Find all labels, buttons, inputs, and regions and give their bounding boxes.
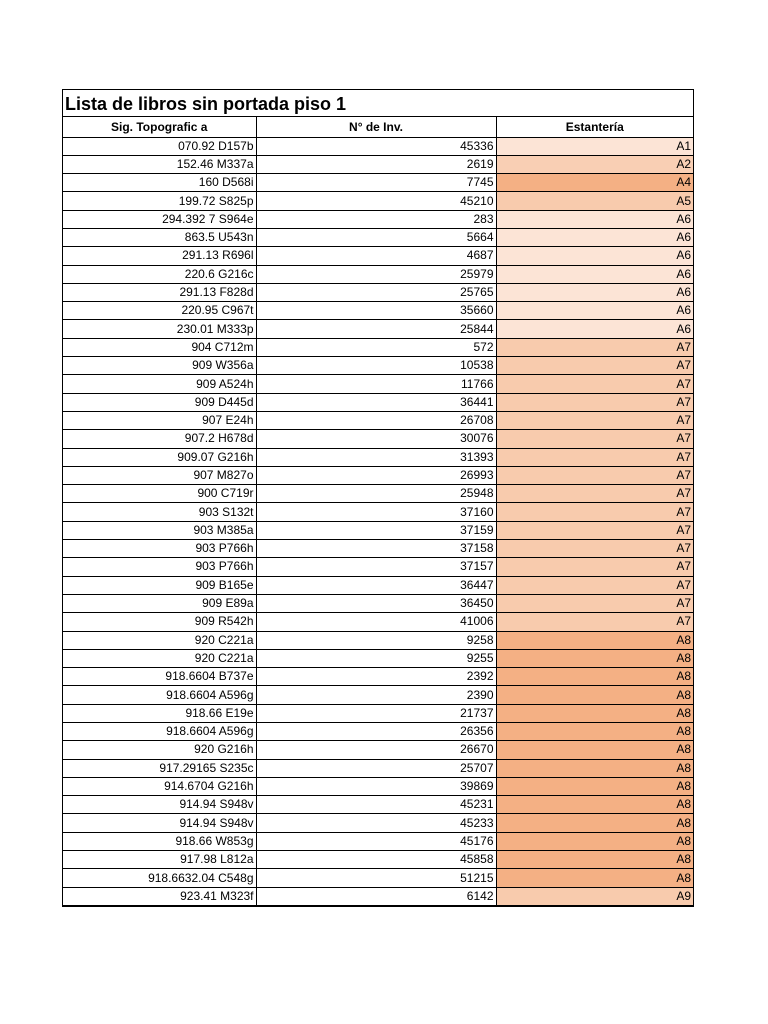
cell-sig-topografica[interactable]: 920 C221a <box>63 631 256 649</box>
cell-estanteria[interactable]: A7 <box>496 558 693 576</box>
cell-sig-topografica[interactable]: 070.92 D157b <box>63 137 256 155</box>
cell-estanteria[interactable]: A8 <box>496 668 693 686</box>
cell-num-inventario[interactable]: 7745 <box>256 174 496 192</box>
cell-num-inventario[interactable]: 36441 <box>256 393 496 411</box>
cell-estanteria[interactable]: A6 <box>496 302 693 320</box>
table-row <box>63 521 693 539</box>
cell-estanteria[interactable]: A6 <box>496 228 693 246</box>
cell-num-inventario[interactable]: 9255 <box>256 649 496 667</box>
cell-estanteria[interactable]: A6 <box>496 320 693 338</box>
cell-sig-topografica[interactable]: 294.392 7 S964e <box>63 210 256 228</box>
cell-sig-topografica[interactable]: 903 M385a <box>63 521 256 539</box>
table-row <box>63 320 693 338</box>
cell-sig-topografica[interactable]: 907 E24h <box>63 411 256 429</box>
cell-estanteria[interactable]: A6 <box>496 265 693 283</box>
cell-sig-topografica[interactable]: 918.66 E19e <box>63 704 256 722</box>
cell-estanteria[interactable]: A8 <box>496 777 693 795</box>
table-row <box>63 649 693 667</box>
table-row <box>63 851 693 869</box>
header-sig-topografica[interactable]: Sig. Topografic a <box>63 117 256 137</box>
cell-num-inventario[interactable]: 25765 <box>256 283 496 301</box>
cell-sig-topografica[interactable]: 909 B165e <box>63 576 256 594</box>
table-row <box>63 576 693 594</box>
table-row <box>63 777 693 795</box>
cell-estanteria[interactable]: A7 <box>496 466 693 484</box>
cell-num-inventario[interactable]: 37159 <box>256 521 496 539</box>
spreadsheet-table <box>62 89 694 907</box>
cell-estanteria[interactable]: A8 <box>496 649 693 667</box>
cell-estanteria[interactable]: A7 <box>496 485 693 503</box>
cell-num-inventario[interactable]: 25844 <box>256 320 496 338</box>
cell-sig-topografica[interactable]: 914.94 S948v <box>63 796 256 814</box>
table-row <box>63 210 693 228</box>
cell-estanteria[interactable]: A5 <box>496 192 693 210</box>
cell-estanteria[interactable]: A7 <box>496 613 693 631</box>
cell-num-inventario[interactable]: 45176 <box>256 832 496 850</box>
cell-num-inventario[interactable]: 37160 <box>256 503 496 521</box>
cell-num-inventario[interactable]: 2390 <box>256 686 496 704</box>
cell-num-inventario[interactable]: 36447 <box>256 576 496 594</box>
cell-num-inventario[interactable]: 37157 <box>256 558 496 576</box>
cell-sig-topografica[interactable]: 918.6604 A596g <box>63 686 256 704</box>
cell-sig-topografica[interactable]: 918.6604 A596g <box>63 723 256 741</box>
cell-num-inventario[interactable]: 45858 <box>256 851 496 869</box>
cell-num-inventario[interactable]: 26708 <box>256 411 496 429</box>
cell-num-inventario[interactable]: 25707 <box>256 759 496 777</box>
table-row <box>63 466 693 484</box>
table-row <box>63 832 693 850</box>
cell-sig-topografica[interactable]: 909 E89a <box>63 594 256 612</box>
cell-sig-topografica[interactable]: 914.6704 G216h <box>63 777 256 795</box>
table-body <box>63 137 693 905</box>
table-row <box>63 338 693 356</box>
cell-num-inventario[interactable]: 10538 <box>256 357 496 375</box>
cell-estanteria[interactable]: A2 <box>496 155 693 173</box>
cell-estanteria[interactable]: A8 <box>496 631 693 649</box>
cell-estanteria[interactable]: A7 <box>496 503 693 521</box>
cell-sig-topografica[interactable]: 909 W356a <box>63 357 256 375</box>
cell-estanteria[interactable]: A8 <box>496 759 693 777</box>
table-row <box>63 155 693 173</box>
cell-num-inventario[interactable]: 4687 <box>256 247 496 265</box>
cell-sig-topografica[interactable]: 220.95 C967t <box>63 302 256 320</box>
cell-estanteria[interactable]: A7 <box>496 448 693 466</box>
cell-num-inventario[interactable]: 6142 <box>256 887 496 905</box>
table-row <box>63 869 693 887</box>
cell-num-inventario[interactable]: 11766 <box>256 375 496 393</box>
cell-num-inventario[interactable]: 5664 <box>256 228 496 246</box>
table-row <box>63 796 693 814</box>
table-row <box>63 485 693 503</box>
cell-sig-topografica[interactable]: 904 C712m <box>63 338 256 356</box>
cell-estanteria[interactable]: A7 <box>496 540 693 558</box>
cell-num-inventario[interactable]: 51215 <box>256 869 496 887</box>
sheet-title: Lista de libros sin portada piso 1 <box>63 90 693 117</box>
cell-estanteria[interactable]: A7 <box>496 594 693 612</box>
table-row <box>63 393 693 411</box>
cell-num-inventario[interactable]: 21737 <box>256 704 496 722</box>
header-row <box>63 117 693 137</box>
table-row <box>63 814 693 832</box>
cell-num-inventario[interactable]: 45336 <box>256 137 496 155</box>
cell-sig-topografica[interactable]: 291.13 F828d <box>63 283 256 301</box>
cell-sig-topografica[interactable]: 909 D445d <box>63 393 256 411</box>
table-row <box>63 357 693 375</box>
cell-sig-topografica[interactable]: 230.01 M333p <box>63 320 256 338</box>
cell-num-inventario[interactable]: 26670 <box>256 741 496 759</box>
cell-num-inventario[interactable]: 45231 <box>256 796 496 814</box>
cell-sig-topografica[interactable]: 920 G216h <box>63 741 256 759</box>
cell-sig-topografica[interactable]: 291.13 R696l <box>63 247 256 265</box>
cell-num-inventario[interactable]: 30076 <box>256 430 496 448</box>
cell-sig-topografica[interactable]: 917.98 L812a <box>63 851 256 869</box>
cell-estanteria[interactable]: A8 <box>496 851 693 869</box>
cell-sig-topografica[interactable]: 909.07 G216h <box>63 448 256 466</box>
cell-estanteria[interactable]: A9 <box>496 887 693 905</box>
cell-num-inventario[interactable]: 31393 <box>256 448 496 466</box>
cell-estanteria[interactable]: A6 <box>496 283 693 301</box>
cell-sig-topografica[interactable]: 907 M827o <box>63 466 256 484</box>
cell-sig-topografica[interactable]: 863.5 U543n <box>63 228 256 246</box>
cell-estanteria[interactable]: A1 <box>496 137 693 155</box>
cell-num-inventario[interactable]: 9258 <box>256 631 496 649</box>
cell-estanteria[interactable]: A7 <box>496 521 693 539</box>
cell-estanteria[interactable]: A8 <box>496 686 693 704</box>
cell-estanteria[interactable]: A7 <box>496 357 693 375</box>
cell-sig-topografica[interactable]: 918.6632.04 C548g <box>63 869 256 887</box>
table-row <box>63 668 693 686</box>
header-estanteria[interactable]: Estantería <box>496 117 693 137</box>
cell-num-inventario[interactable]: 2392 <box>256 668 496 686</box>
cell-sig-topografica[interactable]: 900 C719r <box>63 485 256 503</box>
cell-estanteria[interactable]: A7 <box>496 375 693 393</box>
cell-estanteria[interactable]: A8 <box>496 796 693 814</box>
table-row <box>63 247 693 265</box>
cell-estanteria[interactable]: A8 <box>496 723 693 741</box>
cell-num-inventario[interactable]: 35660 <box>256 302 496 320</box>
table-row <box>63 411 693 429</box>
book-list-table <box>63 117 693 906</box>
cell-sig-topografica[interactable]: 199.72 S825p <box>63 192 256 210</box>
cell-num-inventario[interactable]: 283 <box>256 210 496 228</box>
table-row <box>63 631 693 649</box>
table-row <box>63 375 693 393</box>
cell-estanteria[interactable]: A8 <box>496 869 693 887</box>
cell-num-inventario[interactable]: 26993 <box>256 466 496 484</box>
table-row <box>63 503 693 521</box>
cell-num-inventario[interactable]: 39869 <box>256 777 496 795</box>
table-row <box>63 704 693 722</box>
cell-sig-topografica[interactable]: 160 D568i <box>63 174 256 192</box>
table-row <box>63 686 693 704</box>
cell-sig-topografica[interactable]: 907.2 H678d <box>63 430 256 448</box>
table-row <box>63 540 693 558</box>
table-row <box>63 613 693 631</box>
cell-sig-topografica[interactable]: 920 C221a <box>63 649 256 667</box>
table-row <box>63 283 693 301</box>
cell-estanteria[interactable]: A6 <box>496 210 693 228</box>
cell-num-inventario[interactable]: 45210 <box>256 192 496 210</box>
cell-sig-topografica[interactable]: 923.41 M323f <box>63 887 256 905</box>
cell-num-inventario[interactable]: 45233 <box>256 814 496 832</box>
cell-sig-topografica[interactable]: 917.29165 S235c <box>63 759 256 777</box>
table-row <box>63 887 693 905</box>
cell-num-inventario[interactable]: 37158 <box>256 540 496 558</box>
cell-num-inventario[interactable]: 41006 <box>256 613 496 631</box>
cell-estanteria[interactable]: A7 <box>496 338 693 356</box>
cell-num-inventario[interactable]: 36450 <box>256 594 496 612</box>
table-row <box>63 558 693 576</box>
table-row <box>63 723 693 741</box>
cell-sig-topografica[interactable]: 914.94 S948v <box>63 814 256 832</box>
cell-estanteria[interactable]: A8 <box>496 832 693 850</box>
table-row <box>63 302 693 320</box>
cell-num-inventario[interactable]: 25979 <box>256 265 496 283</box>
cell-sig-topografica[interactable]: 903 S132t <box>63 503 256 521</box>
table-row <box>63 192 693 210</box>
header-num-inventario[interactable]: N° de Inv. <box>256 117 496 137</box>
cell-estanteria[interactable]: A7 <box>496 411 693 429</box>
cell-num-inventario[interactable]: 25948 <box>256 485 496 503</box>
cell-estanteria[interactable]: A6 <box>496 247 693 265</box>
cell-sig-topografica[interactable]: 918.6604 B737e <box>63 668 256 686</box>
cell-sig-topografica[interactable]: 909 R542h <box>63 613 256 631</box>
cell-estanteria[interactable]: A4 <box>496 174 693 192</box>
cell-estanteria[interactable]: A7 <box>496 430 693 448</box>
cell-sig-topografica[interactable]: 909 A524h <box>63 375 256 393</box>
cell-estanteria[interactable]: A8 <box>496 704 693 722</box>
table-row <box>63 265 693 283</box>
cell-estanteria[interactable]: A7 <box>496 393 693 411</box>
table-row <box>63 174 693 192</box>
cell-num-inventario[interactable]: 26356 <box>256 723 496 741</box>
table-row <box>63 759 693 777</box>
table-row <box>63 448 693 466</box>
cell-sig-topografica[interactable]: 220.6 G216c <box>63 265 256 283</box>
cell-estanteria[interactable]: A7 <box>496 576 693 594</box>
table-row <box>63 137 693 155</box>
cell-sig-topografica[interactable]: 903 P766h <box>63 558 256 576</box>
cell-sig-topografica[interactable]: 903 P766h <box>63 540 256 558</box>
table-row <box>63 228 693 246</box>
cell-estanteria[interactable]: A8 <box>496 814 693 832</box>
cell-sig-topografica[interactable]: 918.66 W853g <box>63 832 256 850</box>
cell-sig-topografica[interactable]: 152.46 M337a <box>63 155 256 173</box>
cell-num-inventario[interactable]: 2619 <box>256 155 496 173</box>
table-row <box>63 741 693 759</box>
table-row <box>63 430 693 448</box>
cell-num-inventario[interactable]: 572 <box>256 338 496 356</box>
table-row <box>63 594 693 612</box>
cell-estanteria[interactable]: A8 <box>496 741 693 759</box>
